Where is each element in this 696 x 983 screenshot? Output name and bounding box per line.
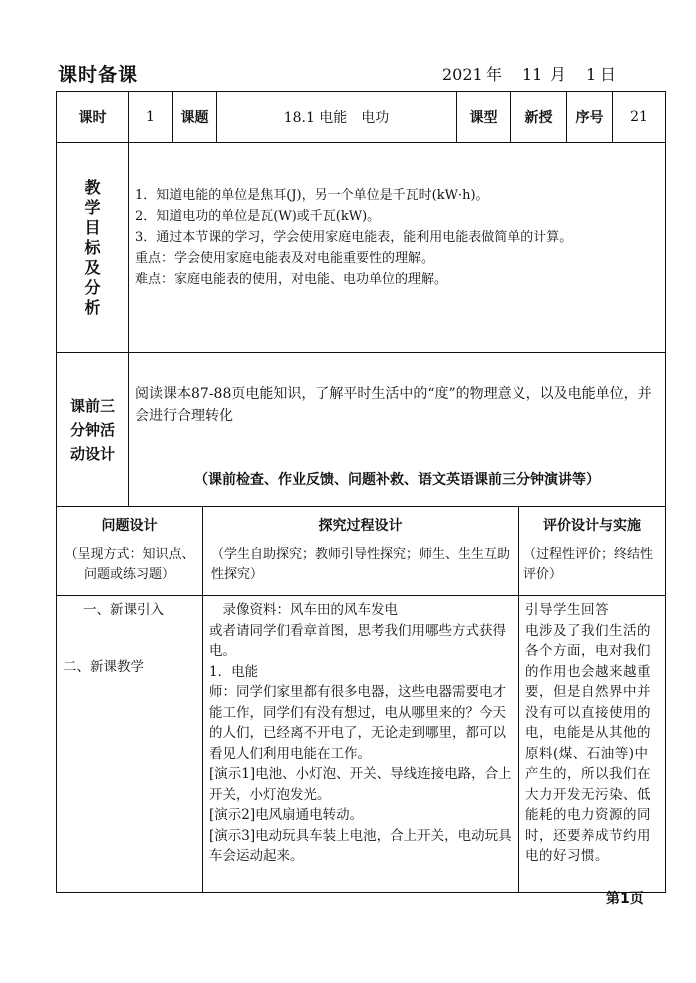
design-body-row [57, 596, 666, 893]
evaluation-design-header: 评价设计与实施 （过程性评价；终结性评价） [519, 507, 666, 596]
objectives-content [129, 143, 666, 353]
page-title: 课时备课 [58, 64, 139, 86]
teacher-talk: 师：同学们家里都有很多电器，这些电器需要电才能工作，同学们有没有想过，电从哪里来的？今天的人们，已经离不开电了，无论走到哪里，都可以看见人们利用电能在工作。 [209, 684, 506, 762]
chapter-question: 或者请同学们看章首图，思考我们用哪些方式获得电。 [209, 622, 506, 659]
intro-item: 一、新课引入 [83, 602, 164, 618]
info-row [57, 92, 666, 143]
topic-value: 18.1 电能 电功 [217, 92, 457, 143]
inquiry-design-header: 探究过程设计 （学生自助探究；教师引导性探究；师生、生生互助性探究） [203, 507, 519, 596]
pre-class-text: 阅读课本87-88页电能知识，了解平时生活中的“度”的物理意义，以及电能单位，并会进行合理转化 [135, 386, 652, 424]
question-design-cell [57, 596, 203, 893]
type-label: 课型 [457, 92, 511, 143]
demo-3: [演示3]电动玩具车装上电池，合上开关，电动玩具车会运动起来。 [209, 827, 512, 864]
objectives-row [57, 143, 666, 353]
pre-class-label: 课前三 分钟活 动设计 [57, 353, 129, 507]
question-design-header: 问题设计 （呈现方式：知识点、问题或练习题） [57, 507, 203, 596]
evaluation-cell [519, 596, 666, 893]
demo-2: [演示2]电风扇通电转动。 [209, 807, 364, 823]
objectives-label: 教 学 目 标 及 分 析 [57, 143, 129, 353]
design-table [56, 506, 666, 893]
video-material: 录像资料：风车田的风车发电 [209, 602, 398, 618]
page-number: 第1页 [606, 891, 644, 907]
date-day: 1 [586, 65, 597, 84]
pre-class-row [57, 353, 666, 507]
inquiry-design-cell [203, 596, 519, 893]
pre-class-note: （课前检查、作业反馈、问题补救、语文英语课前三分钟演讲等） [194, 472, 600, 488]
seq-label: 序号 [567, 92, 613, 143]
lesson-value: 1 [129, 92, 173, 143]
difficult-point: 难点：家庭电能表的使用，对电能、电功单位的理解。 [135, 272, 448, 287]
evaluation-text: 引导学生回答 电涉及了我们生活的各个方面，电对我们的作用也会越来越重要，但是自然界中并没有可以直接使用的电，电能是从其他的原料(煤、石油等)中产生的，所以我们在大力开发无污染、低能耗的电力资源的同时，还要养成节约用电的好习惯。 [525, 602, 651, 864]
demo-1: [演示1]电池、小灯泡、开关、导线连接电路，合上开关，小灯泡发光。 [209, 766, 512, 803]
date-year: 2021 [442, 65, 483, 84]
key-point: 重点：学会使用家庭电能表及对电能重要性的理解。 [135, 251, 435, 266]
date-year-unit: 年 [486, 65, 503, 84]
date-day-unit: 日 [600, 65, 617, 84]
teaching-item: 二、新课教学 [63, 658, 144, 675]
objective-line: 3．通过本节课的学习，学会使用家庭电能表，能利用电能表做简单的计算。 [135, 230, 573, 245]
objective-line: 1．知道电能的单位是焦耳(J)，另一个单位是千瓦时(kW·h)。 [135, 188, 489, 203]
design-header-row [57, 507, 666, 596]
date-month: 11 [522, 65, 543, 84]
seq-value: 21 [613, 92, 666, 143]
lesson-label: 课时 [57, 92, 129, 143]
date-month-unit: 月 [550, 65, 567, 84]
pre-class-content [129, 353, 666, 507]
objective-line: 2．知道电功的单位是瓦(W)或千瓦(kW)。 [135, 209, 381, 224]
lesson-date [442, 62, 616, 85]
section-heading: 1．电能 [209, 663, 259, 680]
topic-label: 课题 [173, 92, 217, 143]
type-value: 新授 [511, 92, 567, 143]
lesson-info-table [56, 91, 666, 507]
